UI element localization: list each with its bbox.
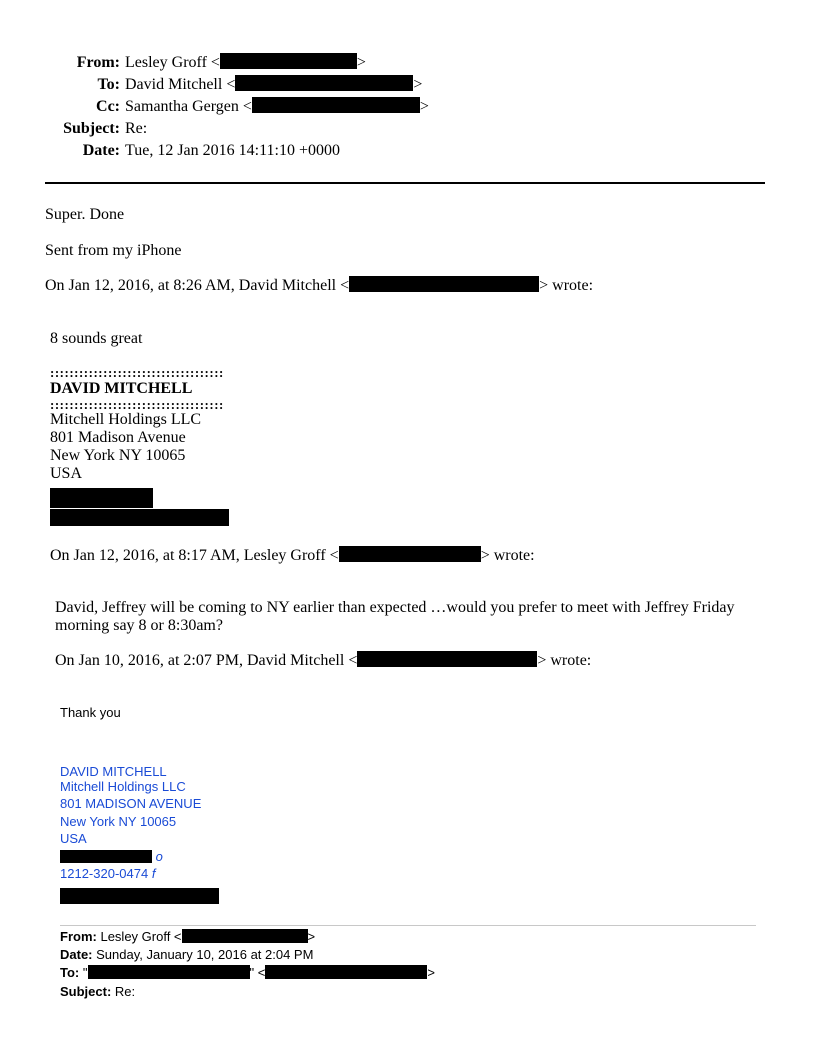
redaction-block: [265, 965, 427, 979]
subject-label: Subject:: [63, 120, 120, 137]
reply-jeffrey-line1: David, Jeffrey will be coming to NY earlier than expected …would you prefer to meet with Jeffrey Friday: [55, 599, 735, 616]
redaction-block: [50, 509, 229, 526]
sig2-office-suffix: o: [155, 848, 163, 864]
orig-date-row: Date: Sunday, January 10, 2016 at 2:04 PM: [60, 947, 314, 962]
orig-subject-row: Subject: Re:: [60, 984, 136, 999]
body-line-sent: Sent from my iPhone: [45, 242, 182, 259]
redaction-block: [252, 97, 420, 113]
quote-intro-1: On Jan 12, 2016, at 8:26 AM, David Mitchell < > wrote:: [45, 277, 594, 294]
to-label: To:: [97, 76, 120, 93]
signature-block-1: [50, 367, 224, 483]
orig-divider: [60, 925, 756, 926]
date-label: Date:: [82, 142, 120, 159]
sig-address: 801 Madison Avenue: [50, 429, 186, 446]
sig2-fax-row: 1212-320-0474 f: [60, 866, 156, 881]
signature-block-2: [60, 765, 201, 883]
redaction-block: [235, 75, 413, 91]
redaction-block: [357, 651, 537, 667]
close-bracket: >: [356, 54, 366, 71]
sig2-country: USA: [60, 831, 87, 846]
sig2-company: Mitchell Holdings LLC: [60, 779, 186, 794]
reply-jeffrey-line2: morning say 8 or 8:30am?: [55, 617, 223, 634]
orig-to-row: To: " " < >: [60, 965, 435, 980]
cc-label: Cc:: [96, 98, 120, 115]
redaction-block: [182, 929, 308, 943]
redaction-block: [60, 850, 152, 863]
redaction-block: [88, 965, 250, 979]
sig-name: DAVID MITCHELL: [50, 380, 193, 397]
body-line-super: Super. Done: [45, 206, 125, 223]
to-value: David Mitchell <: [125, 76, 236, 93]
sig-city: New York NY 10065: [50, 447, 186, 464]
sig2-address: 801 MADISON AVENUE: [60, 796, 202, 811]
sig-company: Mitchell Holdings LLC: [50, 411, 202, 428]
cc-value: Samantha Gergen <: [125, 98, 252, 115]
sig2-city: New York NY 10065: [60, 813, 177, 829]
header-divider: [45, 182, 765, 184]
from-value: Lesley Groff <: [125, 54, 220, 71]
sig-country: USA: [50, 465, 83, 482]
redaction-block: [60, 888, 219, 904]
sig-dots-top: ::::::::::::::::::::::::::::::::::::: [50, 365, 224, 380]
reply-8-sounds-great: 8 sounds great: [50, 330, 143, 347]
orig-from-row: From: Lesley Groff < >: [60, 929, 316, 944]
close-bracket: >: [419, 98, 429, 115]
sig2-office-row: [60, 848, 201, 866]
redaction-block: [349, 276, 539, 292]
redaction-block: [50, 488, 153, 508]
redaction-block: [220, 53, 357, 69]
quote-intro-3: On Jan 10, 2016, at 2:07 PM, David Mitchell < > wrote:: [55, 652, 592, 669]
sig2-name: DAVID MITCHELL: [60, 764, 167, 779]
reply-thank-you: Thank you: [60, 705, 121, 720]
from-label: From:: [76, 54, 120, 71]
subject-value: Re:: [125, 120, 148, 137]
close-bracket: >: [413, 76, 423, 93]
sig-dots-bottom: ::::::::::::::::::::::::::::::::::::: [50, 397, 224, 412]
quote-intro-2: On Jan 12, 2016, at 8:17 AM, Lesley Groff < > wrote:: [50, 547, 535, 564]
redaction-block: [339, 546, 481, 562]
date-value: Tue, 12 Jan 2016 14:11:10 +0000: [125, 142, 340, 159]
